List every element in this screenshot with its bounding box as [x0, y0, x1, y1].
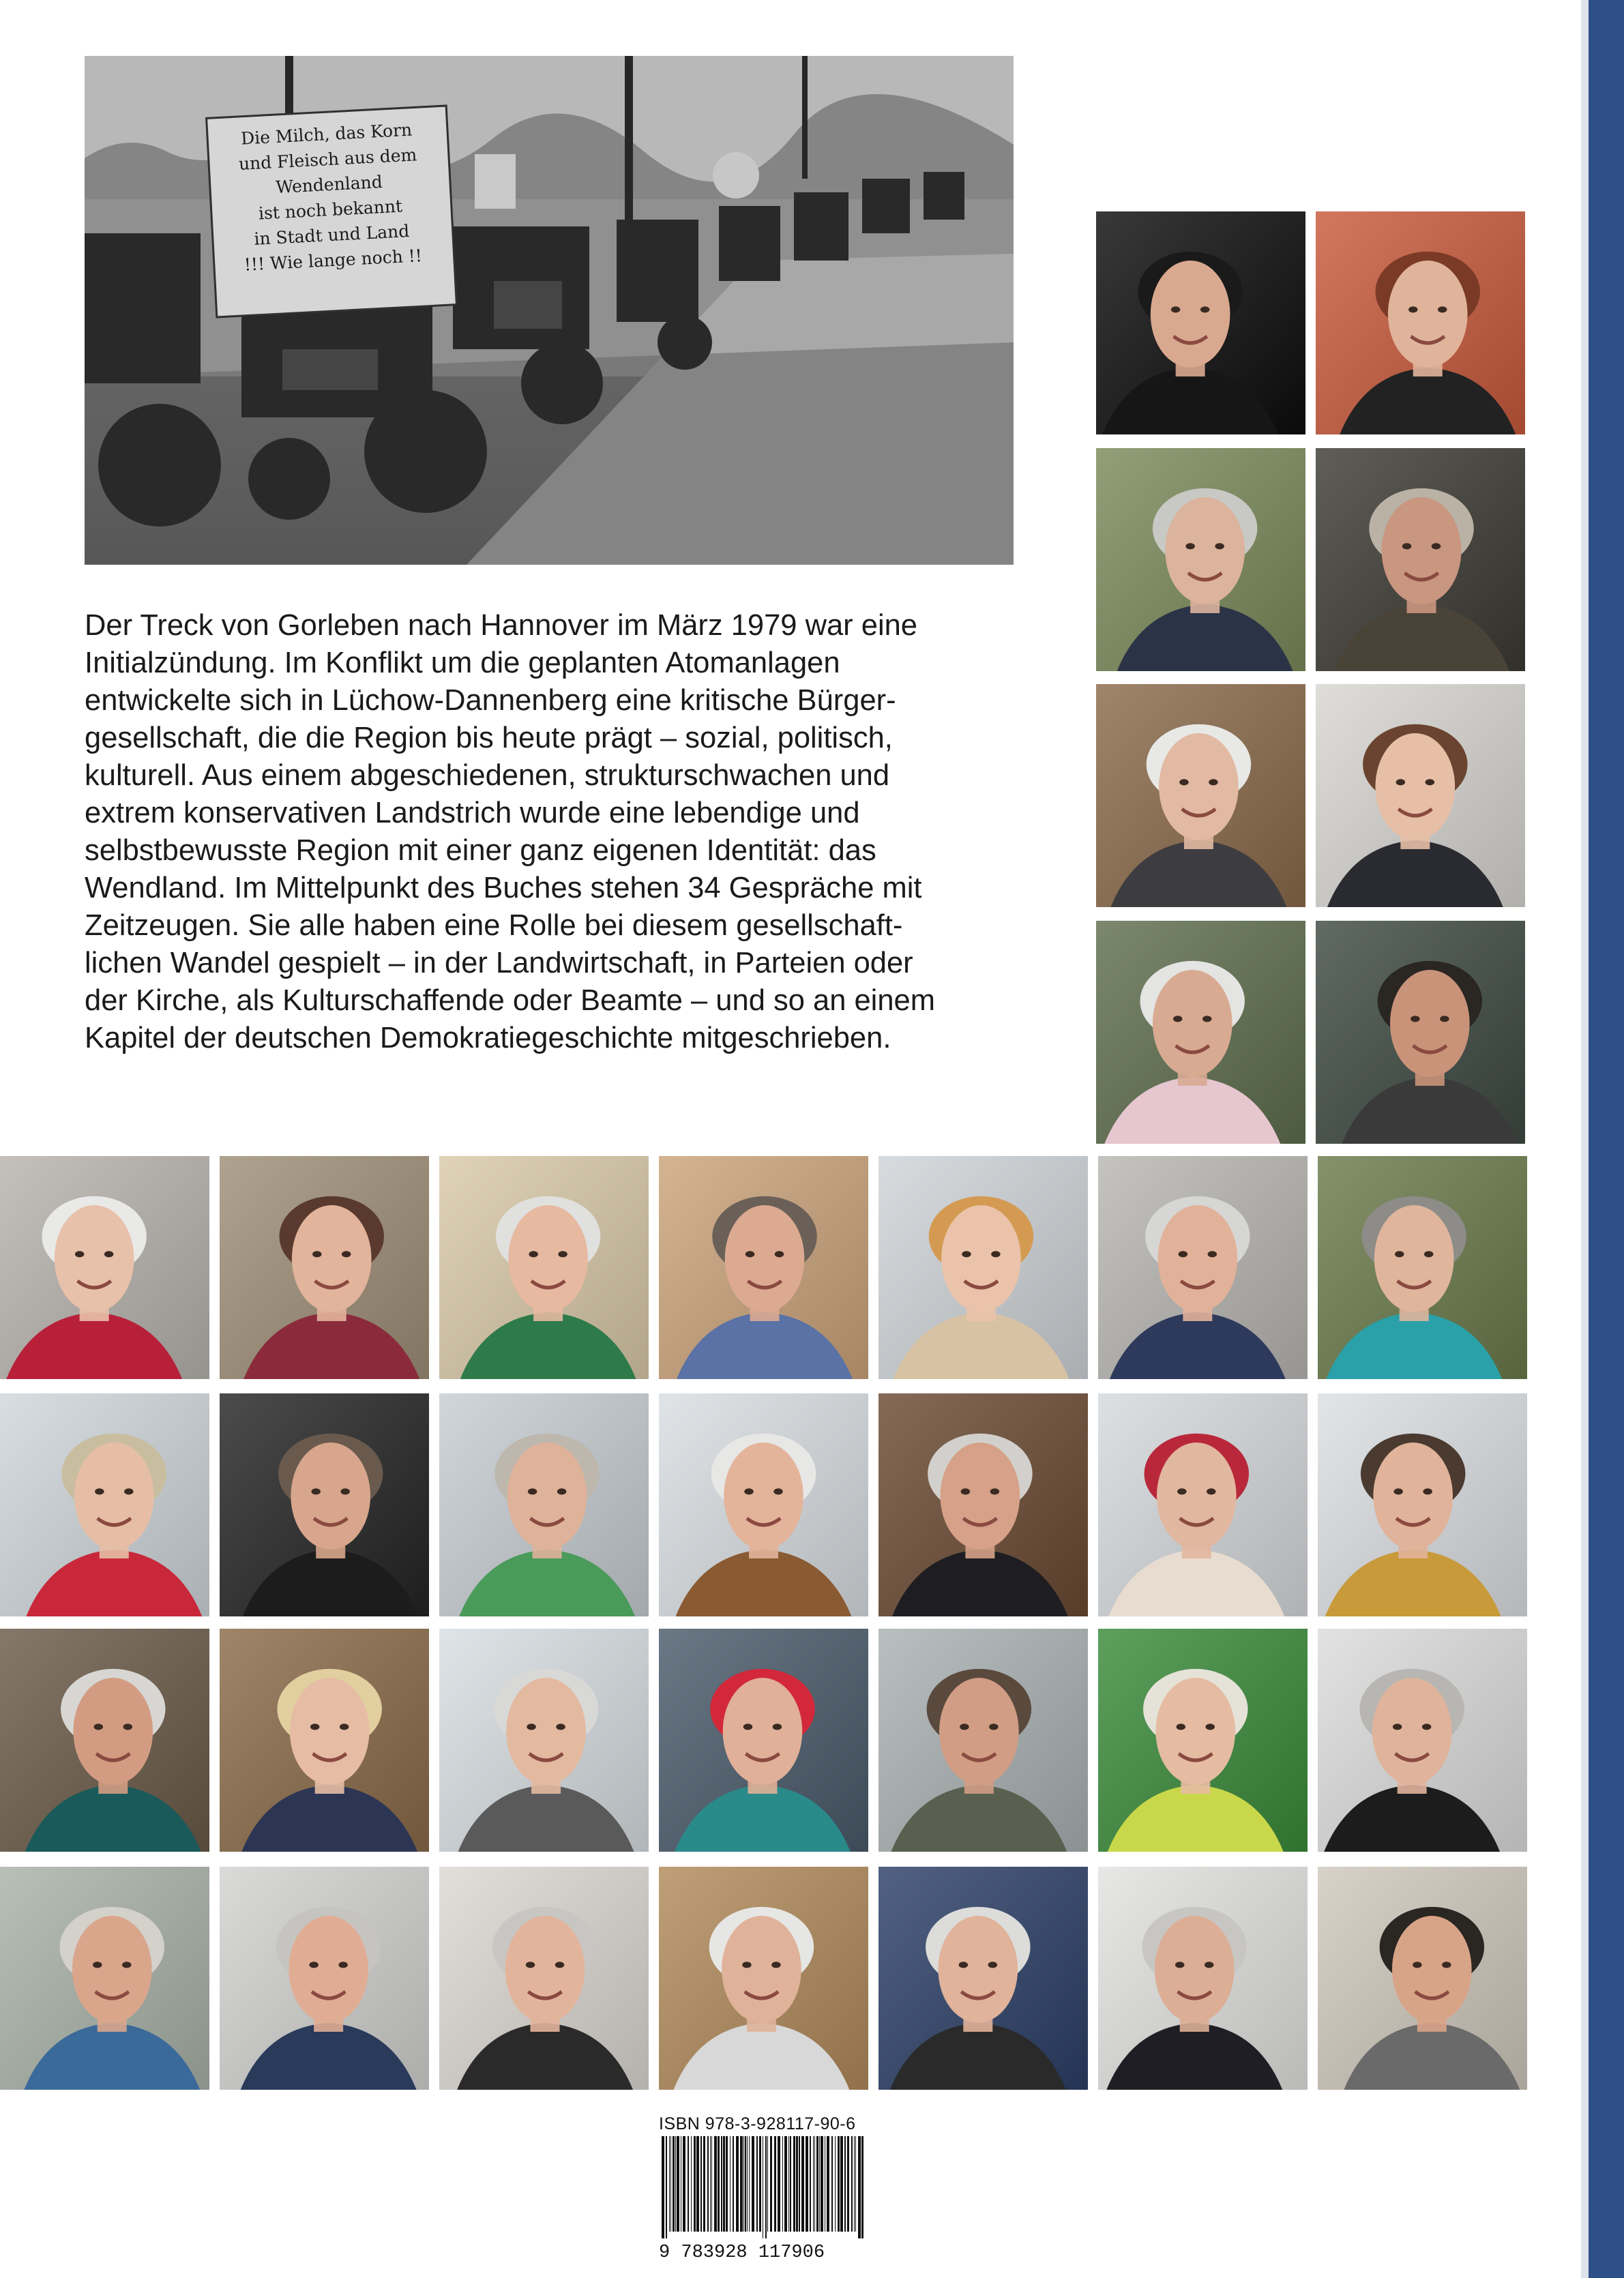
barcode-bar: [759, 2136, 761, 2232]
portrait-photo: [659, 1156, 868, 1379]
isbn-label: ISBN 978-3-928117-90-6: [659, 2114, 856, 2133]
portrait-photo: [1098, 1156, 1308, 1379]
barcode-bar: [793, 2136, 795, 2232]
portrait-photo: [1318, 1156, 1527, 1379]
barcode-bar: [796, 2136, 798, 2232]
portrait-photo: [1316, 211, 1525, 434]
barcode-bar: [756, 2136, 758, 2232]
barcode-bar: [799, 2136, 800, 2232]
barcode-bar: [745, 2136, 746, 2232]
barcode-bar: [718, 2136, 720, 2232]
barcode-bar: [806, 2136, 808, 2232]
barcode-bar: [854, 2136, 855, 2232]
barcode-bar: [743, 2136, 744, 2232]
portrait-photo: [1316, 684, 1525, 907]
barcode-bar: [774, 2136, 776, 2232]
portrait-photo: [1096, 684, 1305, 907]
portrait-photo: [879, 1867, 1088, 2090]
barcode-bar: [669, 2136, 670, 2232]
barcode-bar: [847, 2136, 849, 2232]
barcode-bar: [721, 2136, 722, 2232]
portrait-photo: [439, 1156, 649, 1379]
portrait-photo: [1318, 1867, 1527, 2090]
barcode-bar: [790, 2136, 791, 2232]
spine-strip: [1589, 0, 1624, 2278]
barcode-bar: [840, 2136, 843, 2232]
barcode-bar: [723, 2136, 725, 2232]
barcode-bar: [740, 2136, 743, 2232]
portrait-photo: [879, 1156, 1088, 1379]
barcode-bar: [801, 2136, 804, 2232]
barcode-bar: [673, 2136, 675, 2232]
barcode-bar: [816, 2136, 818, 2232]
barcode-bar: [765, 2136, 767, 2238]
barcode-bar: [683, 2136, 685, 2232]
barcode-bar: [707, 2136, 709, 2232]
barcode-bar: [666, 2136, 667, 2238]
portrait-photo: [1098, 1629, 1308, 1852]
isbn-barcode: [659, 2136, 868, 2238]
barcode-bar: [670, 2136, 671, 2232]
barcode-bar: [677, 2136, 679, 2232]
barcode-bar: [675, 2136, 676, 2232]
barcode-bar: [703, 2136, 705, 2232]
barcode-bar: [861, 2136, 863, 2238]
barcode-bar: [827, 2136, 829, 2232]
barcode-bar: [752, 2136, 754, 2232]
barcode-bar: [851, 2136, 853, 2232]
portrait-photo: [879, 1393, 1088, 1616]
barcode-bar: [858, 2136, 861, 2238]
protest-sign-text: Die Milch, das Korn und Fleisch aus dem Wendenland ist noch bekannt in Stadt und Land !!! Wie lange noch !!: [238, 119, 423, 275]
barcode-bar: [714, 2136, 717, 2232]
barcode-bar: [810, 2136, 811, 2232]
portrait-photo: [220, 1867, 429, 2090]
barcode-bar: [749, 2136, 750, 2232]
barcode-bar: [688, 2136, 689, 2232]
barcode-bar: [835, 2136, 836, 2232]
portrait-photo: [659, 1629, 868, 1852]
barcode-bar: [821, 2136, 823, 2232]
barcode-bar: [662, 2136, 664, 2238]
barcode-bar: [770, 2136, 772, 2232]
barcode-bar: [838, 2136, 840, 2232]
portrait-photo: [879, 1629, 1088, 1852]
barcode-bar: [814, 2136, 815, 2232]
barcode-bar: [855, 2136, 856, 2232]
portrait-photo: [1096, 211, 1305, 434]
barcode-bar: [831, 2136, 833, 2232]
portrait-photo: [0, 1393, 209, 1616]
barcode-bar: [710, 2136, 711, 2232]
portrait-photo: [439, 1867, 649, 2090]
barcode-bar: [788, 2136, 789, 2232]
barcode-bar: [733, 2136, 734, 2232]
back-cover-blurb: Der Treck von Gorleben nach Hannover im März 1979 war eine Initialzündung. Im Konflikt um die geplanten Atomanlagen entwickelte sich in Lüchow-Dannenberg eine kritische Bürger- gesellschaft, die die Region bis heute prägt – sozial, politisch, kulturell. Aus einem abgeschiedenen, strukturschwachen und extrem konservativen Landstrich wurde eine lebendige und selbstbewusste Region mit einer ganz eigenen Identität: das Wendland. Im Mittelpunkt des Buches stehen 34 Gespräche mit Zeitzeugen. Sie alle haben eine Rolle bei diesem gesellschaft- lichen Wandel gespielt – in der Landwirtschaft, in Parteien oder der Kirche, als Kulturschaffende oder Beamte – und so an einem Kapitel der deutschen Demokratiegeschichte mitgeschrieben.: [85, 609, 935, 1054]
portrait-photo: [0, 1867, 209, 2090]
barcode-bar: [700, 2136, 702, 2232]
barcode-bar: [844, 2136, 846, 2232]
portrait-photo: [220, 1393, 429, 1616]
barcode-bar: [711, 2136, 712, 2232]
portrait-photo: [439, 1393, 649, 1616]
barcode-bar: [767, 2136, 768, 2232]
barcode-digits: 9 783928 117906: [659, 2243, 825, 2263]
barcode-bar: [819, 2136, 820, 2232]
portrait-photo: [220, 1629, 429, 1852]
portrait-photo: [1318, 1629, 1527, 1852]
portrait-photo: [1318, 1393, 1527, 1616]
barcode-bar: [778, 2136, 780, 2232]
portrait-photo: [0, 1629, 209, 1852]
barcode-bar: [736, 2136, 739, 2232]
portrait-photo: [659, 1867, 868, 2090]
spine-edge: [1581, 0, 1589, 2278]
portrait-photo: [1096, 921, 1305, 1144]
barcode-bar: [694, 2136, 696, 2232]
portrait-photo: [1098, 1867, 1308, 2090]
hero-photo: [85, 56, 1014, 565]
barcode-bar: [696, 2136, 699, 2232]
portrait-photo: [439, 1629, 649, 1852]
barcode-bar: [726, 2136, 728, 2232]
portrait-photo: [0, 1156, 209, 1379]
portrait-photo: [220, 1156, 429, 1379]
barcode-bar: [813, 2136, 814, 2232]
portrait-photo: [1096, 448, 1305, 671]
barcode-bar: [782, 2136, 783, 2232]
barcode-bar: [784, 2136, 787, 2232]
portrait-photo: [1316, 921, 1525, 1144]
portrait-photo: [1098, 1393, 1308, 1616]
barcode-bar: [691, 2136, 692, 2232]
portrait-photo: [1316, 448, 1525, 671]
portrait-photo: [659, 1393, 868, 1616]
barcode-bar: [747, 2136, 748, 2232]
